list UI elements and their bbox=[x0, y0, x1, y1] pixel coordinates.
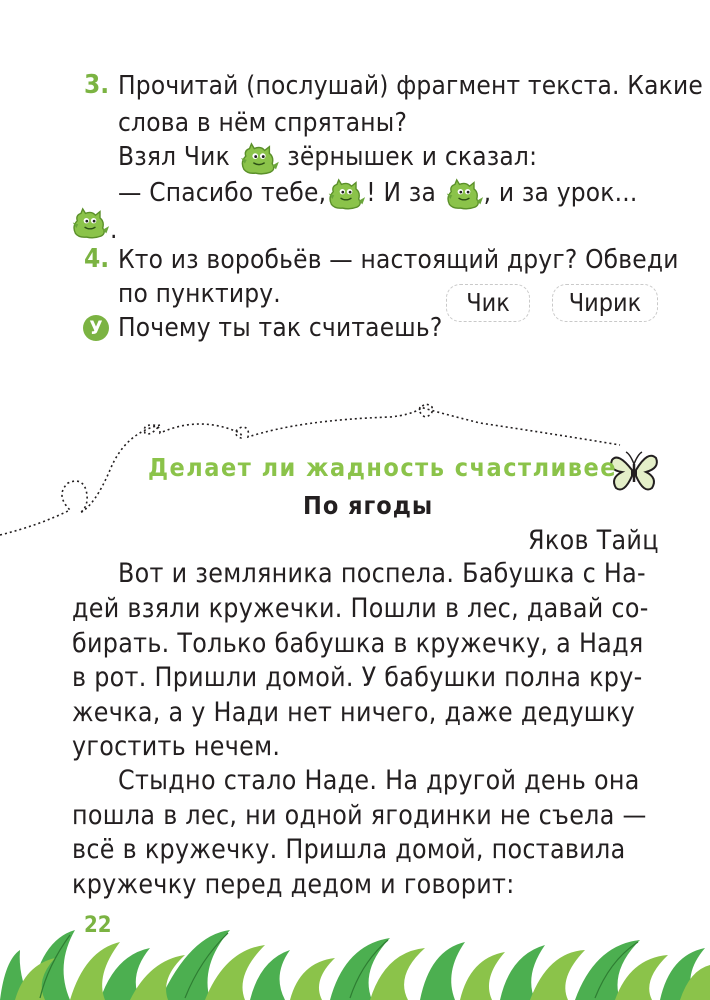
green-dragon-icon bbox=[238, 141, 280, 175]
story-line: пошла в лес, ни одной ягодинки не съела — bbox=[72, 800, 647, 831]
choice-chik[interactable]: Чик bbox=[446, 284, 530, 322]
section-title: Делает ли жадность счастливее bbox=[148, 453, 618, 482]
story-title: По ягоды bbox=[303, 491, 434, 520]
task-3-line-3 bbox=[118, 140, 537, 175]
task-3-number: 3. bbox=[84, 70, 110, 100]
task-3-line-2: слова в нём спрятаны? bbox=[118, 108, 408, 138]
story-line: бирать. Только бабушка в кружечку, а Надя bbox=[72, 628, 644, 659]
task-3-line-4-a: — Спасибо тебе, bbox=[118, 178, 327, 208]
task-3-line-4-b: ! И за bbox=[366, 178, 436, 208]
story-line: Вот и земляника поспела. Бабушка с На- bbox=[118, 558, 646, 589]
story-line: кружечку перед дедом и говорит: bbox=[72, 869, 515, 900]
green-dragon-icon bbox=[444, 177, 484, 210]
story-line: всё в кружечку. Пришла домой, поставила bbox=[72, 834, 626, 865]
story-line: дей взяли кружечки. Пошли в лес, давай со- bbox=[72, 593, 649, 624]
page-number: 22 bbox=[84, 913, 112, 938]
task-3-line-3-b: зёрнышек и сказал: bbox=[287, 142, 538, 172]
task-4-line-1: Кто из воробьёв — настоящий друг? Обведи bbox=[118, 245, 679, 275]
task-3-line-3-a: Взял Чик bbox=[118, 142, 230, 172]
story-line: Стыдно стало Наде. На другой день она bbox=[118, 765, 640, 796]
story-line: в рот. Пришли домой. У бабушки полна кру- bbox=[72, 662, 643, 693]
task-4-line-2: по пунктиру. bbox=[118, 279, 281, 309]
task-4-number: 4. bbox=[84, 244, 110, 274]
grass-border bbox=[0, 920, 710, 1000]
author-name: Яков Тайц bbox=[528, 525, 659, 556]
task-3-line-4-c: , и за урок... bbox=[483, 178, 638, 208]
task-4-line-3: Почему ты так считаешь? bbox=[118, 313, 443, 343]
task-3-line-5: . bbox=[110, 215, 118, 245]
story-line: жечка, а у Нади нет ничего, даже дедушку bbox=[72, 697, 636, 728]
teacher-badge: У bbox=[83, 315, 109, 341]
green-dragon-icon bbox=[70, 206, 110, 239]
story-line: угостить нечем. bbox=[72, 731, 281, 762]
choice-chirik[interactable]: Чирик bbox=[552, 284, 658, 322]
task-3-line-4 bbox=[118, 176, 638, 210]
task-3-line-1: Прочитай (послушай) фрагмент текста. Какие bbox=[118, 71, 703, 101]
green-dragon-icon bbox=[326, 177, 366, 210]
